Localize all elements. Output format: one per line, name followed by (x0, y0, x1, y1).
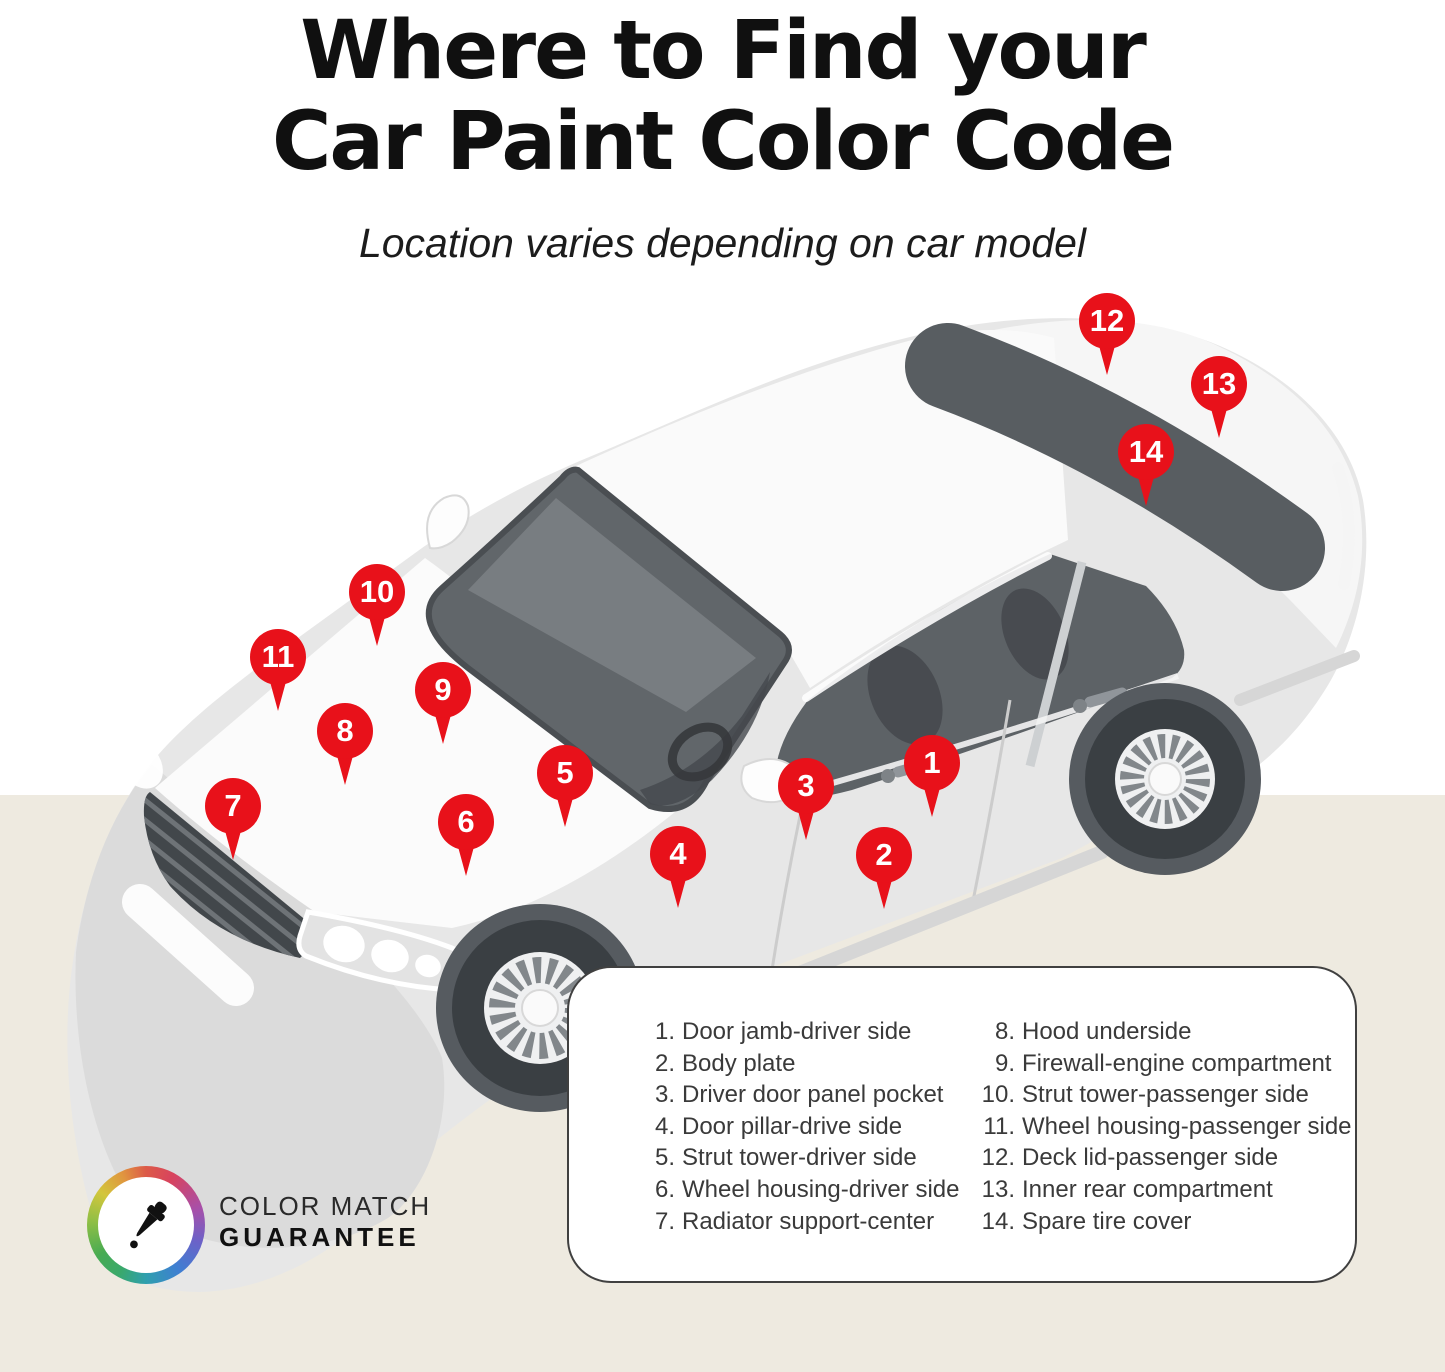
legend-item-label: Body plate (682, 1049, 796, 1077)
legend-column-2 (971, 1016, 1352, 1281)
color-match-badge (87, 1166, 205, 1284)
legend-item (971, 1016, 1352, 1048)
location-pin-12 (1079, 293, 1135, 385)
legend-item-number: 6. (654, 1175, 675, 1203)
legend-item-number: 10. (981, 1081, 1015, 1109)
legend-item (631, 1079, 961, 1111)
title-line-1: Where to Find your (300, 4, 1145, 98)
location-pin-4 (650, 826, 706, 918)
legend-item-label: Driver door panel pocket (682, 1081, 944, 1109)
legend-item (631, 1048, 961, 1080)
badge-line-2: GUARANTEE (219, 1222, 420, 1252)
badge-line-1: COLOR MATCH (219, 1191, 432, 1221)
location-pin-5 (537, 745, 593, 837)
legend-item-number: 14. (981, 1207, 1015, 1235)
legend-item (631, 1206, 961, 1238)
legend-item-label: Strut tower-passenger side (1022, 1081, 1309, 1109)
legend-item-label: Radiator support-center (682, 1207, 935, 1235)
location-pin-3 (778, 758, 834, 850)
legend-item (971, 1174, 1352, 1206)
legend-item (631, 1016, 961, 1048)
pin-number: 13 (1191, 356, 1247, 412)
door-handle-rear-knob (1073, 699, 1087, 713)
pin-number: 14 (1118, 424, 1174, 480)
legend-item (631, 1111, 961, 1143)
eyedropper-icon (115, 1194, 177, 1256)
location-pin-1 (904, 735, 960, 827)
legend-column-1 (631, 1016, 961, 1281)
location-pin-6 (438, 794, 494, 886)
legend-item (971, 1111, 1352, 1143)
title-line-2: Car Paint Color Code (271, 95, 1174, 189)
pin-number: 6 (438, 794, 494, 850)
badge-inner-circle (98, 1177, 194, 1273)
legend-item (971, 1206, 1352, 1238)
pin-number: 4 (650, 826, 706, 882)
pin-number: 5 (537, 745, 593, 801)
legend-item-label: Door jamb-driver side (682, 1018, 912, 1045)
location-pin-13 (1191, 356, 1247, 448)
legend-item-label: Door pillar-drive side (682, 1112, 903, 1140)
pin-number: 3 (778, 758, 834, 814)
legend-item-number: 13. (981, 1175, 1015, 1203)
legend-item (971, 1048, 1352, 1080)
legend-item-number: 4. (654, 1112, 675, 1140)
legend-item (631, 1174, 961, 1206)
pin-number: 9 (415, 662, 471, 718)
pin-number: 2 (856, 827, 912, 883)
location-pin-10 (349, 564, 405, 656)
legend-item-number: 11. (983, 1112, 1015, 1140)
pin-number: 12 (1079, 293, 1135, 349)
legend-item (971, 1079, 1352, 1111)
legend-item-number: 2. (654, 1049, 675, 1077)
location-pin-8 (317, 703, 373, 795)
door-handle-front-knob (881, 769, 895, 783)
location-pin-9 (415, 662, 471, 754)
legend-item-label: Inner rear compartment (1022, 1175, 1273, 1203)
location-pin-14 (1118, 424, 1174, 516)
legend-item-number: 5. (654, 1144, 675, 1172)
legend-item-label: Firewall-engine compartment (1022, 1049, 1332, 1077)
legend-item-number: 12. (981, 1144, 1015, 1172)
legend-item-label: Hood underside (1022, 1018, 1192, 1045)
legend-item-number: 9. (994, 1049, 1015, 1077)
rear-wheel (1069, 683, 1261, 875)
pin-number: 8 (317, 703, 373, 759)
location-pin-7 (205, 778, 261, 870)
legend-item-label: Wheel housing-driver side (682, 1175, 960, 1203)
legend-item-label: Spare tire cover (1022, 1207, 1192, 1235)
legend-item-number: 8. (994, 1018, 1015, 1045)
legend-item-number: 3. (654, 1081, 675, 1109)
legend-item-number: 1. (654, 1018, 675, 1045)
legend-item (971, 1142, 1352, 1174)
badge-text (219, 1191, 431, 1253)
pin-number: 10 (349, 564, 405, 620)
pin-number: 11 (250, 629, 306, 685)
location-pin-2 (856, 827, 912, 919)
legend-item-number: 7. (654, 1207, 675, 1235)
legend-item (631, 1142, 961, 1174)
legend-item-label: Wheel housing-passenger side (1022, 1112, 1352, 1140)
location-pin-11 (250, 629, 306, 721)
legend-item-label: Deck lid-passenger side (1022, 1144, 1279, 1172)
legend-box (567, 966, 1357, 1283)
page-subtitle: Location varies depending on car model (358, 220, 1087, 266)
legend-item-label: Strut tower-driver side (682, 1144, 917, 1172)
pin-number: 7 (205, 778, 261, 834)
pin-number: 1 (904, 735, 960, 791)
